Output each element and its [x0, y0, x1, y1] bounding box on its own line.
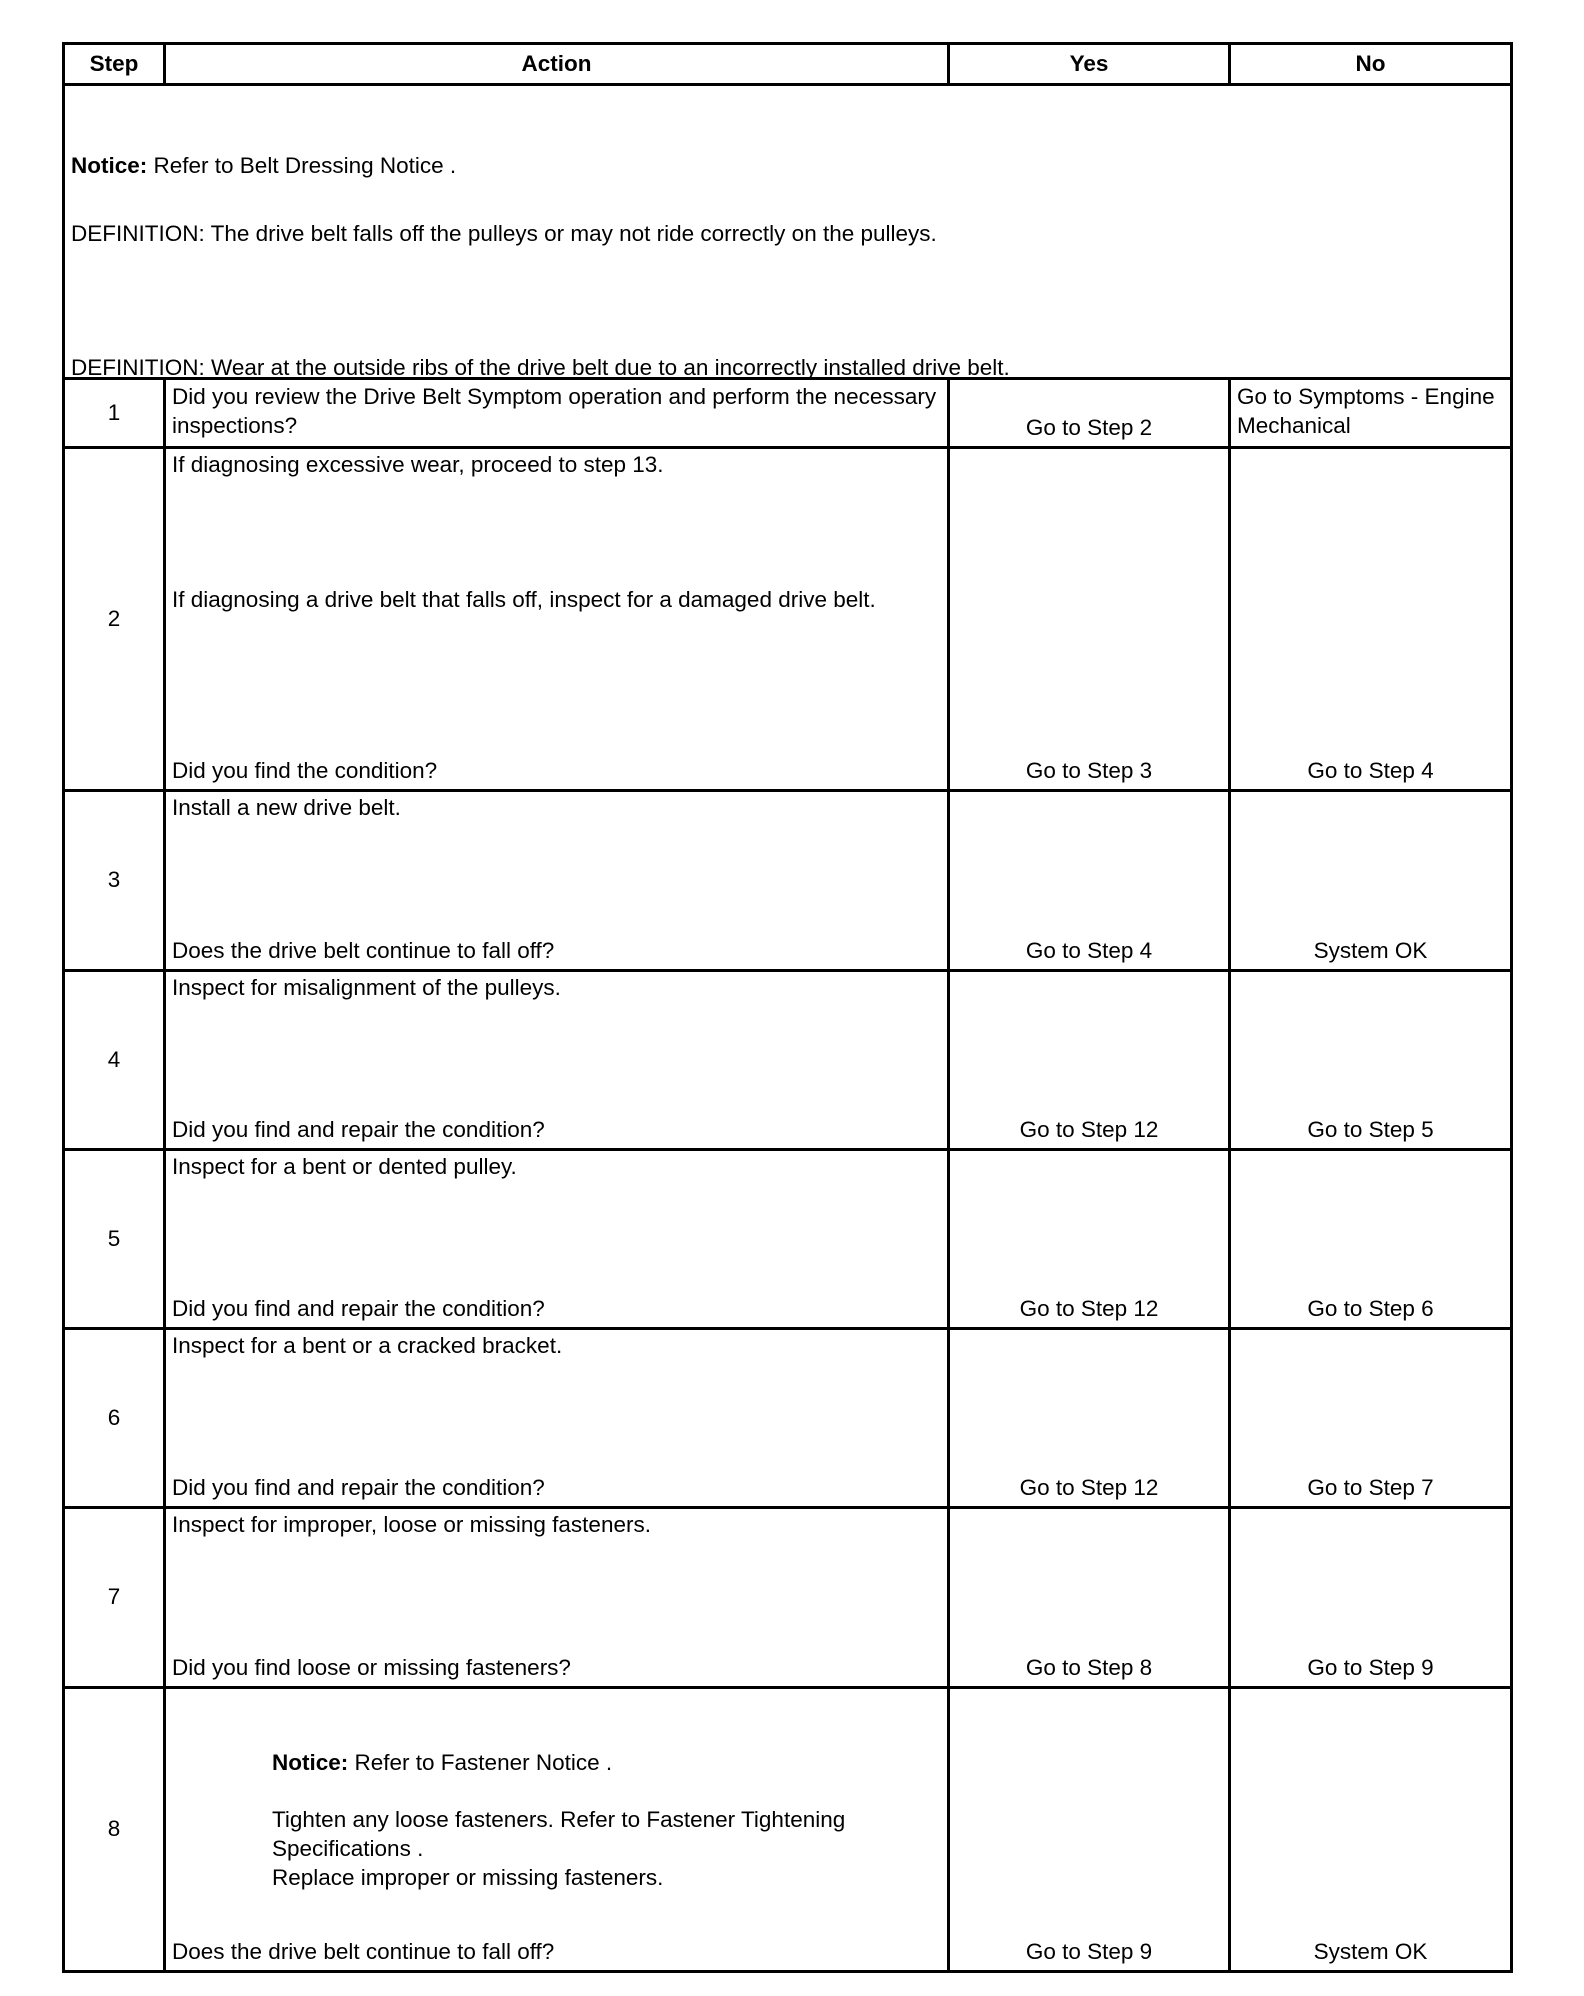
no-cell: Go to Step 9 [1230, 1508, 1512, 1688]
step-number: 3 [64, 791, 165, 971]
table-row [64, 1150, 1512, 1329]
intro-row [64, 85, 1512, 379]
no-cell: Go to Step 4 [1230, 448, 1512, 791]
no-cell: Go to Step 6 [1230, 1150, 1512, 1329]
step-number: 8 [64, 1688, 165, 1972]
yes-cell: Go to Step 9 [949, 1688, 1230, 1972]
action-line: Inspect for misalignment of the pulleys. [172, 975, 561, 1000]
table-row [64, 448, 1512, 791]
action-cell [165, 448, 949, 791]
yes-cell: Go to Step 4 [949, 791, 1230, 971]
action-question: Did you find the condition? [172, 758, 438, 784]
action-line: Did you review the Drive Belt Symptom operation and perform the necessary inspections? [172, 384, 937, 438]
table-row [64, 1508, 1512, 1688]
action-question: Did you find loose or missing fasteners? [172, 1655, 571, 1681]
step-number: 7 [64, 1508, 165, 1688]
action-cell [165, 791, 949, 971]
table-row [64, 791, 1512, 971]
header-step: Step [64, 44, 165, 85]
action-line: If diagnosing a drive belt that falls off, inspect for a damaged drive belt. [172, 587, 876, 612]
table-row [64, 971, 1512, 1150]
no-cell: System OK [1230, 1688, 1512, 1972]
action-line: Inspect for a bent or a cracked bracket. [172, 1333, 563, 1358]
header-action: Action [165, 44, 949, 85]
action-line: Inspect for a bent or dented pulley. [172, 1154, 517, 1179]
yes-cell: Go to Step 8 [949, 1508, 1230, 1688]
yes-cell: Go to Step 12 [949, 1150, 1230, 1329]
intro-notice [71, 152, 456, 181]
diagnostic-table [62, 42, 1513, 1973]
step-number: 2 [64, 448, 165, 791]
notice-text: Refer to Fastener Notice . [348, 1750, 613, 1775]
action-question: Did you find and repair the condition? [172, 1296, 545, 1322]
header-yes: Yes [949, 44, 1230, 85]
action-question: Did you find and repair the condition? [172, 1475, 545, 1501]
action-question: Does the drive belt continue to fall off? [172, 938, 555, 964]
table-row [64, 379, 1512, 448]
intro-cell [64, 85, 1512, 379]
action-cell [165, 379, 949, 448]
table-row [64, 1688, 1512, 1972]
yes-cell: Go to Step 2 [949, 379, 1230, 448]
action-cell [165, 1688, 949, 1972]
step-number: 1 [64, 379, 165, 448]
no-cell: System OK [1230, 791, 1512, 971]
no-cell: Go to Step 5 [1230, 971, 1512, 1150]
action-question: Did you find and repair the condition? [172, 1117, 545, 1143]
header-row [64, 44, 1512, 85]
yes-cell: Go to Step 12 [949, 971, 1230, 1150]
action-cell [165, 1508, 949, 1688]
yes-cell: Go to Step 12 [949, 1329, 1230, 1508]
action-cell [165, 1150, 949, 1329]
table-row [64, 1329, 1512, 1508]
notice-text: Refer to Belt Dressing Notice . [147, 153, 457, 178]
action-line: Inspect for improper, loose or missing fasteners. [172, 1512, 651, 1537]
action-line: If diagnosing excessive wear, proceed to step 13. [172, 452, 664, 477]
diagnostic-table-page [62, 42, 1510, 1973]
step8-notice [172, 1749, 612, 1778]
no-cell: Go to Symptoms - Engine Mechanical [1230, 379, 1512, 448]
intro-definition-2: DEFINITION: Wear at the outside ribs of the drive belt due to an incorrectly installed drive belt. [71, 355, 1010, 380]
action-cell [165, 971, 949, 1150]
action-line: Replace improper or missing fasteners. [272, 1865, 664, 1890]
action-line: Tighten any loose fasteners. Refer to Fastener Tightening Specifications . [272, 1807, 846, 1861]
intro-definition-1: DEFINITION: The drive belt falls off the pulleys or may not ride correctly on the pulleys. [71, 221, 937, 246]
header-no: No [1230, 44, 1512, 85]
step-number: 6 [64, 1329, 165, 1508]
step-number: 5 [64, 1150, 165, 1329]
action-line: Install a new drive belt. [172, 795, 401, 820]
yes-cell: Go to Step 3 [949, 448, 1230, 791]
action-cell [165, 1329, 949, 1508]
notice-label: Notice: [272, 1750, 349, 1775]
no-cell: Go to Step 7 [1230, 1329, 1512, 1508]
action-question: Does the drive belt continue to fall off? [172, 1939, 555, 1965]
step-number: 4 [64, 971, 165, 1150]
notice-label: Notice: [71, 153, 148, 178]
